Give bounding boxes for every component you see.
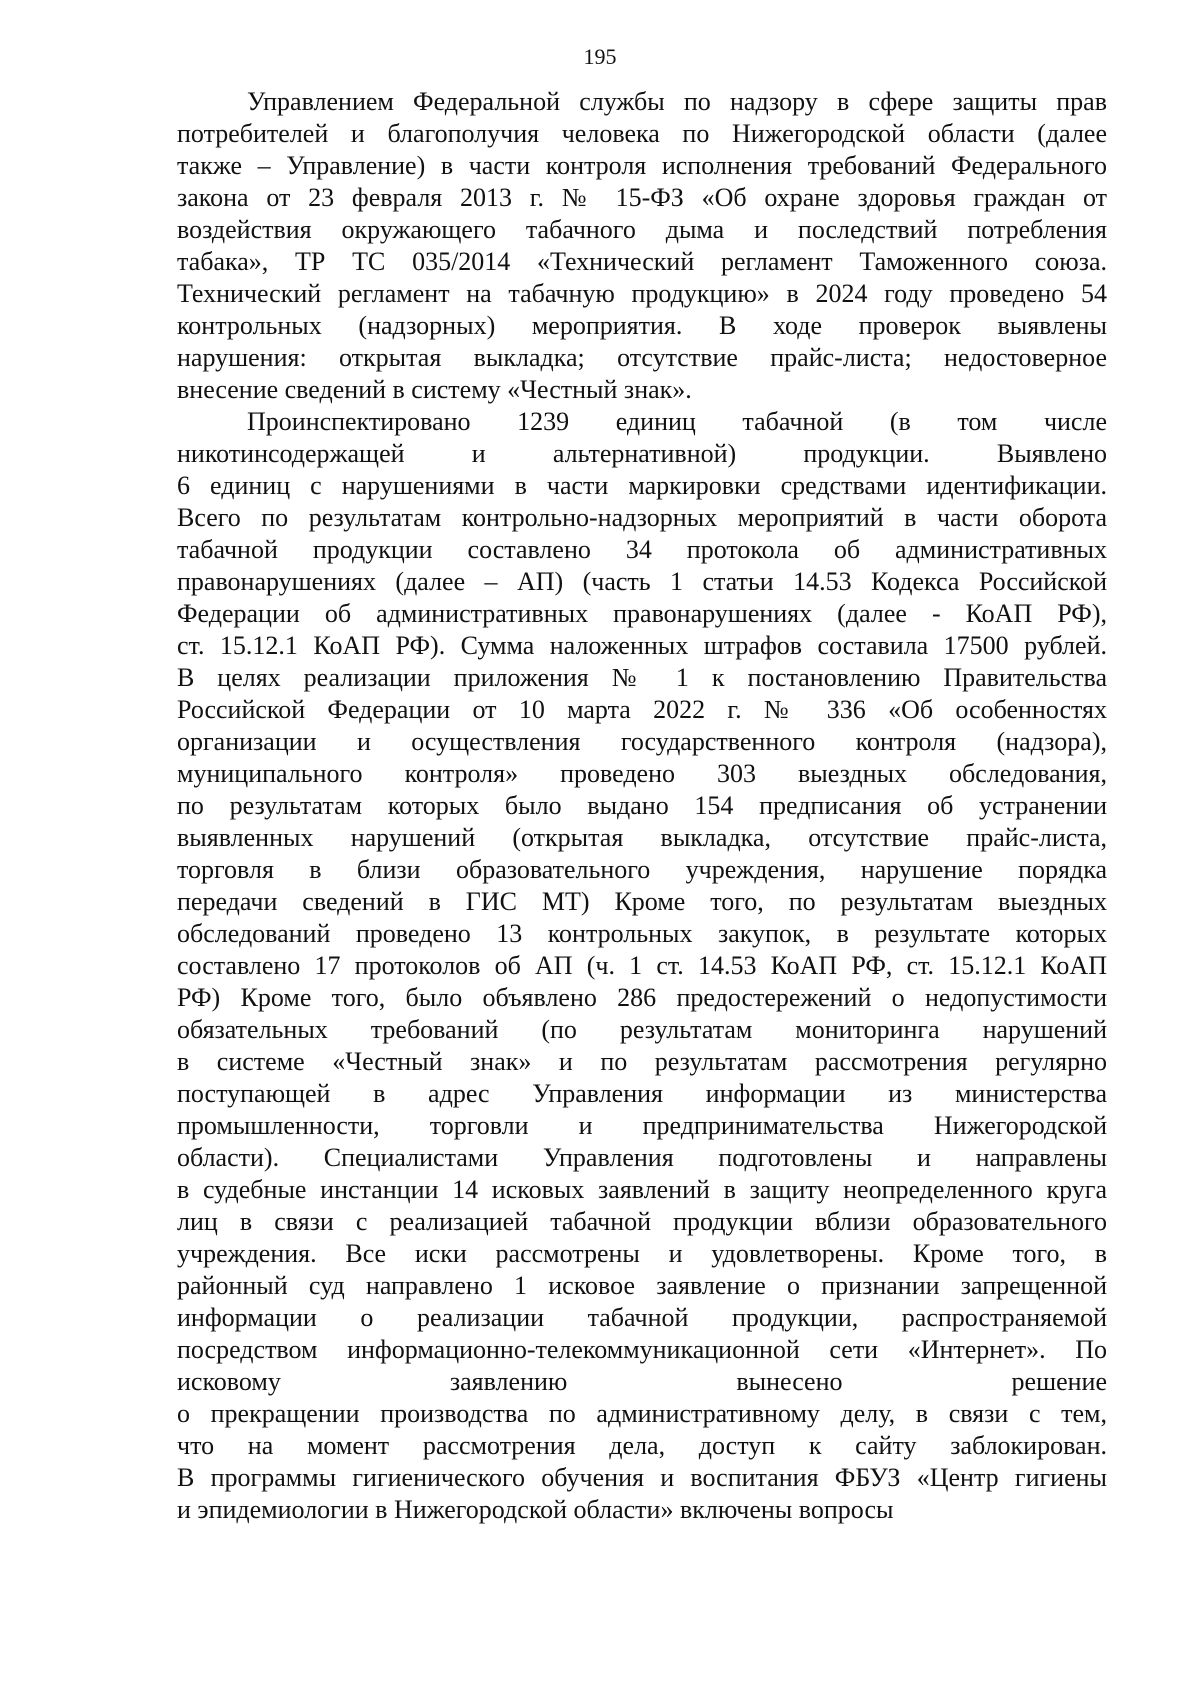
text-line: составлено 17 протоколов об АП (ч. 1 ст. 14.53 КоАП РФ, ст. 15.12.1 КоАП (177, 951, 1107, 980)
text-line: учреждения. Все иски рассмотрены и удовлетворены. Кроме того, в (177, 1239, 1107, 1268)
text-line: в судебные инстанции 14 исковых заявлений в защиту неопределенного круга (177, 1175, 1107, 1204)
text-line: области). Специалистами Управления подготовлены и направлены (177, 1143, 1107, 1172)
text-line: организации и осуществления государственного контроля (надзора), (177, 727, 1107, 756)
text-line: РФ) Кроме того, было объявлено 286 предостережений о недопустимости (177, 983, 1107, 1012)
text-line: промышленности, торговли и предпринимательства Нижегородской (177, 1111, 1107, 1140)
text-line: ст. 15.12.1 КоАП РФ). Сумма наложенных штрафов составила 17500 рублей. (177, 631, 1107, 660)
text-line: закона от 23 февраля 2013 г. № 15-ФЗ «Об охране здоровья граждан от (177, 183, 1107, 212)
text-line: В программы гигиенического обучения и воспитания ФБУЗ «Центр гигиены (177, 1463, 1107, 1492)
text-line: табачной продукции составлено 34 протокола об административных (177, 535, 1107, 564)
text-line: никотинсодержащей и альтернативной) продукции. Выявлено (177, 439, 1107, 468)
text-line: нарушения: открытая выкладка; отсутствие прайс-листа; недостоверное (177, 343, 1107, 372)
paragraph-inspection-results (177, 406, 1107, 1526)
text-line: информации о реализации табачной продукции, распространяемой (177, 1303, 1107, 1332)
text-line: районный суд направлено 1 исковое заявление о признании запрещенной (177, 1271, 1107, 1300)
text-line: передачи сведений в ГИС МТ) Кроме того, по результатам выездных (177, 887, 1107, 916)
text-line: обязательных требований (по результатам мониторинга нарушений (177, 1015, 1107, 1044)
text-line: внесение сведений в систему «Честный знак». (177, 375, 692, 404)
text-line: торговля в близи образовательного учреждения, нарушение порядка (177, 855, 1107, 884)
text-line: Управлением Федеральной службы по надзору в сфере защиты прав (247, 87, 1107, 116)
text-line: по результатам которых было выдано 154 предписания об устранении (177, 791, 1107, 820)
text-line: также – Управление) в части контроля исполнения требований Федерального (177, 151, 1107, 180)
text-line: воздействия окружающего табачного дыма и последствий потребления (177, 215, 1107, 244)
text-line: поступающей в адрес Управления информации из министерства (177, 1079, 1107, 1108)
page-number: 195 (583, 44, 617, 69)
text-line: и эпидемиологии в Нижегородской области» включены вопросы (177, 1495, 894, 1524)
text-line: контрольных (надзорных) мероприятия. В ходе проверок выявлены (177, 311, 1107, 340)
text-line: о прекращении производства по административному делу, в связи с тем, (177, 1399, 1107, 1428)
text-line: Российской Федерации от 10 марта 2022 г. № 336 «Об особенностях (177, 695, 1107, 724)
text-line: Федерации об административных правонарушениях (далее - КоАП РФ), (177, 599, 1107, 628)
text-line: муниципального контроля» проведено 303 выездных обследования, (177, 759, 1107, 788)
text-line: 6 единиц с нарушениями в части маркировки средствами идентификации. (177, 471, 1107, 500)
text-line: правонарушениях (далее – АП) (часть 1 статьи 14.53 Кодекса Российской (177, 567, 1107, 596)
text-line: Всего по результатам контрольно-надзорных мероприятий в части оборота (177, 503, 1107, 532)
text-line: обследований проведено 13 контрольных закупок, в результате которых (177, 919, 1107, 948)
text-line: табака», ТР ТС 035/2014 «Технический регламент Таможенного союза. (177, 247, 1107, 276)
text-line: посредством информационно-телекоммуникационной сети «Интернет». По (177, 1335, 1107, 1364)
text-line: В целях реализации приложения № 1 к постановлению Правительства (177, 663, 1107, 692)
text-line: что на момент рассмотрения дела, доступ к сайту заблокирован. (177, 1431, 1107, 1460)
paragraph-tobacco-control (177, 86, 1107, 406)
text-line: потребителей и благополучия человека по Нижегородской области (далее (177, 119, 1107, 148)
text-line: выявленных нарушений (открытая выкладка, отсутствие прайс-листа, (177, 823, 1107, 852)
text-line: Проинспектировано 1239 единиц табачной (в том числе (247, 407, 1107, 436)
text-line: Технический регламент на табачную продукцию» в 2024 году проведено 54 (177, 279, 1107, 308)
text-line: исковому заявлению вынесено решение (177, 1367, 1107, 1396)
text-line: в системе «Честный знак» и по результатам рассмотрения регулярно (177, 1047, 1107, 1076)
document-text (177, 86, 1107, 1526)
text-line: лиц в связи с реализацией табачной продукции вблизи образовательного (177, 1207, 1107, 1236)
